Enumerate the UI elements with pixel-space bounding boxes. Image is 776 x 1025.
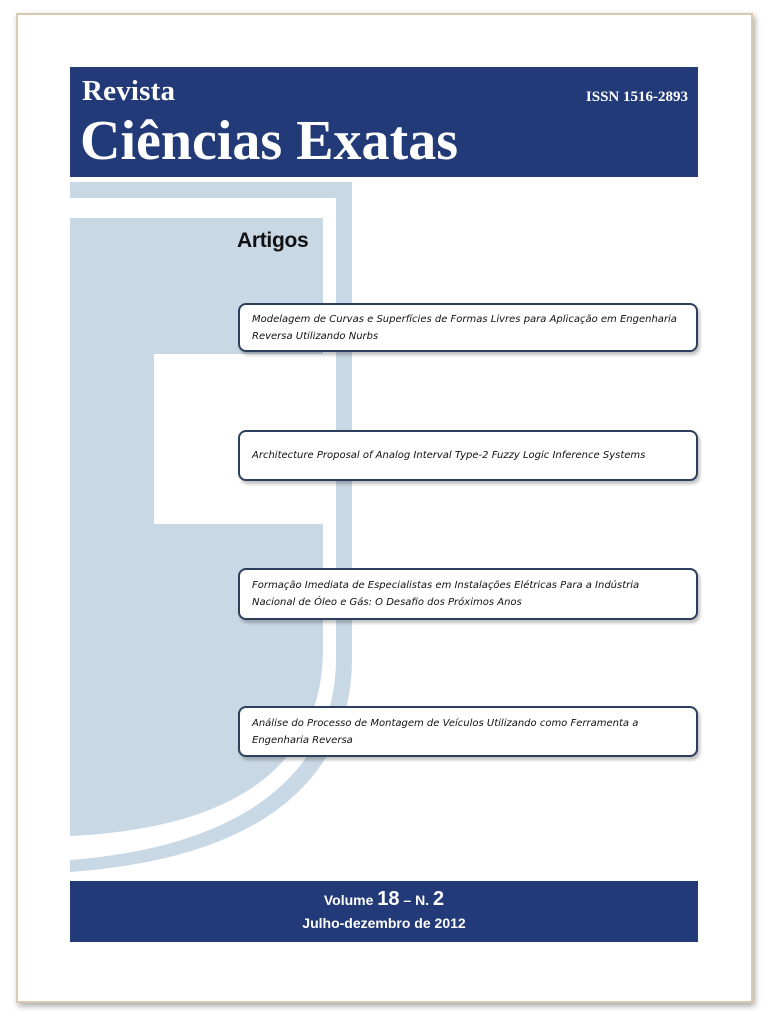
- watermark-logo: [70, 178, 370, 878]
- volume-separator: –: [403, 892, 412, 908]
- number-label: N.: [415, 892, 430, 908]
- footer-band: [70, 881, 698, 942]
- journal-title-line1: Revista: [82, 75, 176, 107]
- volume-number: 18: [377, 888, 400, 910]
- section-title: Artigos: [237, 229, 309, 252]
- journal-title-line2: Ciências Exatas: [80, 110, 458, 172]
- article-title: Modelagem de Curvas e Superfícies de Formas Livres para Aplicação em Engenharia Reversa Utilizando Nurbs: [252, 313, 677, 342]
- number-value: 2: [433, 888, 445, 910]
- article-title: Formação Imediata de Especialistas em Instalações Elétricas Para a Indústria Nacional de Óleo e Gás: O Desafio dos Próximos Anos: [252, 580, 640, 608]
- article-title: Architecture Proposal of Analog Interval Type-2 Fuzzy Logic Inference Systems: [252, 450, 646, 461]
- volume-label: Volume: [323, 892, 374, 908]
- volume-line: [70, 888, 698, 911]
- article-box[interactable]: [238, 303, 698, 352]
- article-box[interactable]: [238, 568, 698, 620]
- article-title: Análise do Processo de Montagem de Veículos Utilizando como Ferramenta a Engenharia Reversa: [252, 717, 639, 746]
- article-box[interactable]: [238, 430, 698, 481]
- header-band: [70, 67, 698, 177]
- issn-label: ISSN 1516-2893: [585, 89, 688, 105]
- article-box[interactable]: [238, 706, 698, 757]
- issue-date: Julho-dezembro de 2012: [302, 915, 466, 931]
